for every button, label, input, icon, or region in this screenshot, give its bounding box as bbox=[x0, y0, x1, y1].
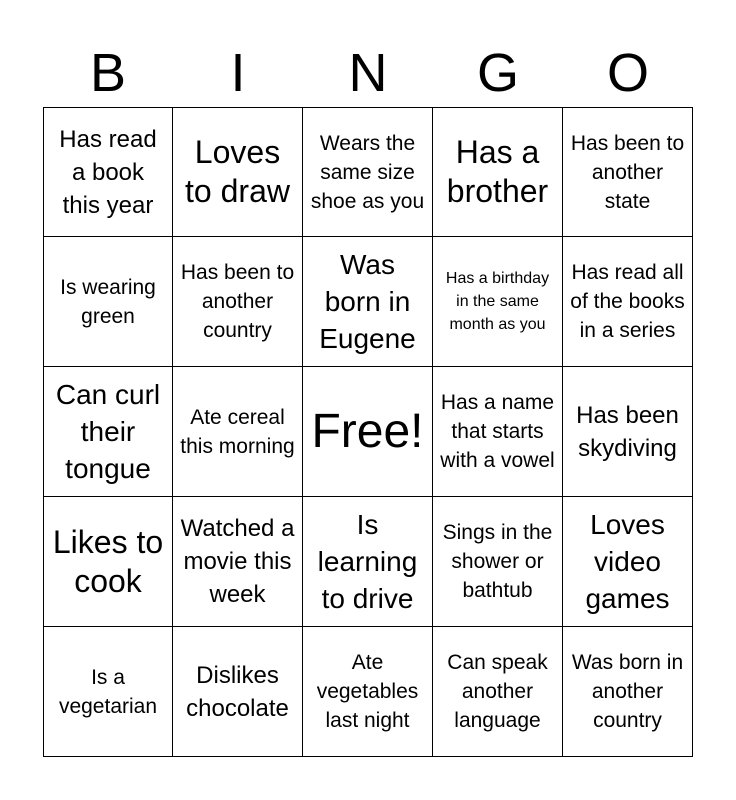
bingo-cell[interactable]: Can speak another language bbox=[433, 627, 563, 757]
bingo-cell[interactable]: Is wearing green bbox=[43, 237, 173, 367]
header-letter-g: G bbox=[476, 43, 519, 103]
header-letter-i: I bbox=[230, 43, 246, 103]
bingo-cell[interactable]: Ate cereal this morning bbox=[173, 367, 303, 497]
bingo-cell[interactable]: Was born in another country bbox=[563, 627, 693, 757]
bingo-board bbox=[43, 107, 693, 757]
bingo-cell[interactable]: Can curl their tongue bbox=[43, 367, 173, 497]
bingo-cell[interactable]: Wears the same size shoe as you bbox=[303, 107, 433, 237]
bingo-cell[interactable]: Has a name that starts with a vowel bbox=[433, 367, 563, 497]
free-space-cell[interactable]: Free! bbox=[303, 367, 433, 497]
bingo-header bbox=[43, 40, 693, 106]
bingo-cell[interactable]: Has been to another country bbox=[173, 237, 303, 367]
bingo-cell[interactable]: Loves video games bbox=[563, 497, 693, 627]
bingo-cell[interactable]: Has a birthday in the same month as you bbox=[433, 237, 563, 367]
bingo-cell[interactable]: Has been to another state bbox=[563, 107, 693, 237]
header-letter-o: O bbox=[606, 43, 649, 103]
bingo-cell[interactable]: Has a brother bbox=[433, 107, 563, 237]
bingo-cell[interactable]: Sings in the shower or bathtub bbox=[433, 497, 563, 627]
bingo-cell[interactable]: Loves to draw bbox=[173, 107, 303, 237]
bingo-cell[interactable]: Is a vegetarian bbox=[43, 627, 173, 757]
bingo-cell[interactable]: Is learning to drive bbox=[303, 497, 433, 627]
bingo-cell[interactable]: Has read a book this year bbox=[43, 107, 173, 237]
header-letter-n: N bbox=[348, 43, 388, 103]
bingo-cell[interactable]: Likes to cook bbox=[43, 497, 173, 627]
bingo-cell[interactable]: Watched a movie this week bbox=[173, 497, 303, 627]
bingo-cell[interactable]: Has read all of the books in a series bbox=[563, 237, 693, 367]
bingo-cell[interactable]: Was born in Eugene bbox=[303, 237, 433, 367]
bingo-cell[interactable]: Ate vegetables last night bbox=[303, 627, 433, 757]
header-letter-b: B bbox=[89, 43, 127, 103]
bingo-cell[interactable]: Dislikes chocolate bbox=[173, 627, 303, 757]
bingo-cell[interactable]: Has been skydiving bbox=[563, 367, 693, 497]
